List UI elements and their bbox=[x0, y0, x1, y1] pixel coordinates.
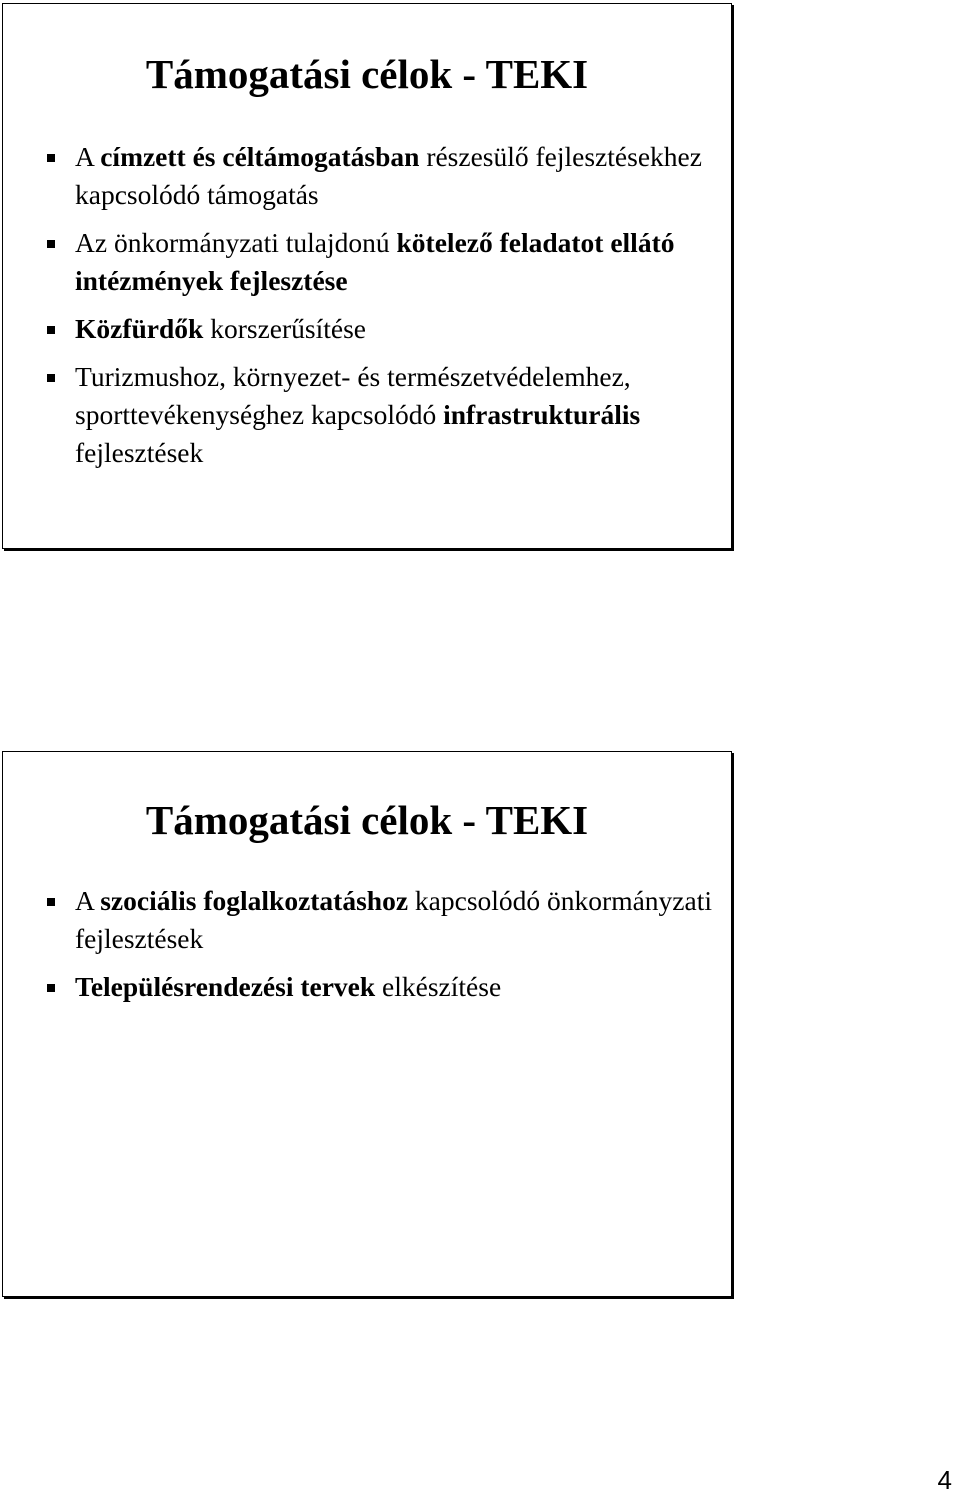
bullet-text-segment: részesülő fejlesztésekhez kapcsolódó támogatás bbox=[75, 141, 702, 210]
bullet-item bbox=[3, 882, 721, 958]
bullet-text-segment: Turizmushoz, környezet- és természetvédelemhez, sporttevékenységhez kapcsolódó bbox=[75, 361, 631, 430]
bullet-text-segment: Az önkormányzati tulajdonú bbox=[75, 227, 397, 258]
square-bullet-icon bbox=[47, 898, 55, 906]
square-bullet-icon bbox=[47, 326, 55, 334]
bullet-text-segment: kapcsolódó önkormányzati fejlesztések bbox=[75, 885, 712, 954]
bullet-list bbox=[3, 138, 721, 482]
bullet-list bbox=[3, 882, 721, 1016]
square-bullet-icon bbox=[47, 240, 55, 248]
bullet-text-segment: korszerűsítése bbox=[203, 313, 366, 344]
slide-2 bbox=[2, 751, 732, 1297]
bullet-item bbox=[3, 358, 721, 472]
slide-title: Támogatási célok - TEKI bbox=[145, 51, 589, 97]
slide-1 bbox=[2, 3, 732, 549]
bullet-item bbox=[3, 968, 721, 1006]
bullet-text-segment-bold: Közfürdők bbox=[75, 313, 204, 344]
bullet-text-segment-bold: szociális foglalkoztatáshoz bbox=[100, 885, 409, 916]
bullet-text-segment: A bbox=[75, 885, 101, 916]
bullet-text-segment: elkészítése bbox=[375, 971, 502, 1002]
square-bullet-icon bbox=[47, 984, 55, 992]
bullet-text-segment-bold: kötelező feladatot ellátó intézmények fejlesztése bbox=[75, 227, 675, 296]
page-number: 4 bbox=[937, 1465, 952, 1495]
slide-title: Támogatási célok - TEKI bbox=[145, 797, 589, 843]
bullet-text-segment-bold: címzett és céltámogatásban bbox=[100, 141, 420, 172]
bullet-item bbox=[3, 138, 721, 214]
square-bullet-icon bbox=[47, 154, 55, 162]
bullet-item bbox=[3, 224, 721, 300]
square-bullet-icon bbox=[47, 374, 55, 382]
bullet-text-segment-bold: Településrendezési tervek bbox=[75, 971, 376, 1002]
bullet-text-segment-bold: infrastrukturális bbox=[443, 399, 641, 430]
bullet-item bbox=[3, 310, 721, 348]
bullet-text-segment: A bbox=[75, 141, 101, 172]
bullet-text-segment: fejlesztések bbox=[75, 437, 204, 468]
